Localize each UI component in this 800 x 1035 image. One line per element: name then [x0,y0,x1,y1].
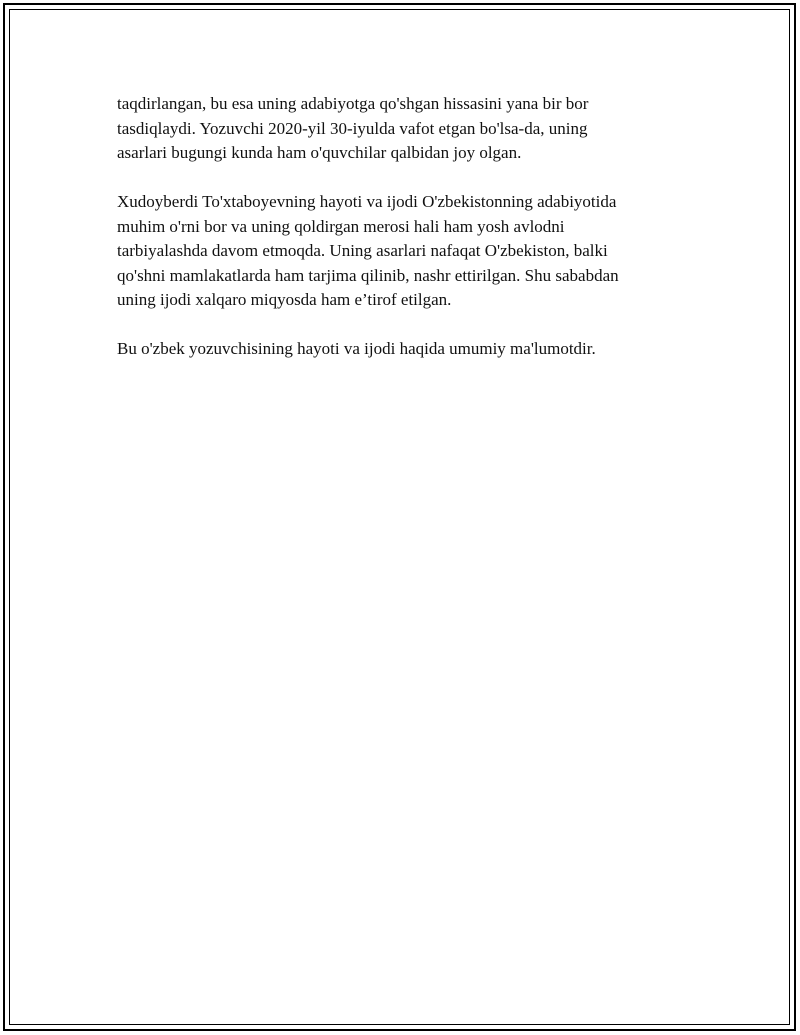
paragraph-1 [117,92,697,166]
paragraph-line: tarbiyalashda davom etmoqda. Uning asarlari nafaqat O'zbekiston, balki [117,241,608,260]
paragraph-line: qo'shni mamlakatlarda ham tarjima qilinib, nashr ettirilgan. Shu sababdan [117,265,619,285]
paragraph-line: tasdiqlaydi. Yozuvchi 2020-yil 30-iyulda vafot etgan bo'lsa-da, uning [117,118,588,138]
paragraph-line: asarlari bugungi kunda ham o'quvchilar qalbidan joy olgan. [117,143,522,162]
paragraph-2 [117,190,697,313]
paragraph-line: muhim o'rni bor va uning qoldirgan merosi hali ham yosh avlodni [117,216,565,236]
document-body [117,92,697,386]
paragraph-3 [117,337,697,362]
paragraph-line: Bu o'zbek yozuvchisining hayoti va ijodi haqida umumiy ma'lumotdir. [117,339,596,358]
paragraph-line: taqdirlangan, bu esa uning adabiyotga qo'shgan hissasini yana bir bor [117,94,589,113]
paragraph-line: uning ijodi xalqaro miqyosda ham e’tirof etilgan. [117,290,452,309]
paragraph-line: Xudoyberdi To'xtaboyevning hayoti va ijodi O'zbekistonning adabiyotida [117,192,617,211]
